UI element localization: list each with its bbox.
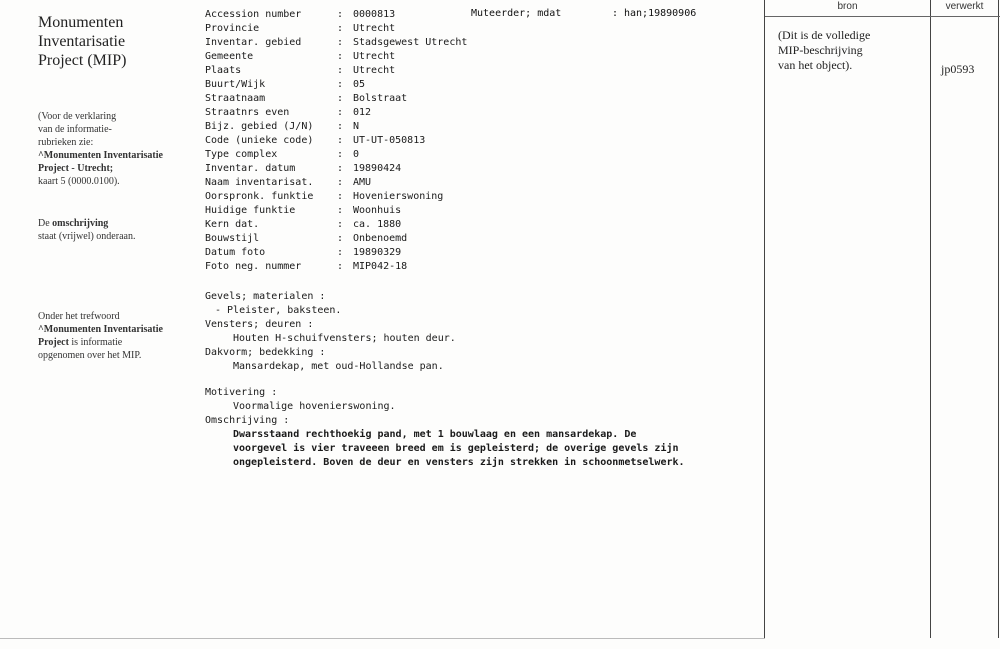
record-row	[205, 260, 765, 274]
omschrijving-line: Dwarsstaand rechthoekig pand, met 1 bouwlaag en een mansardekap. De	[233, 429, 637, 440]
gevels-value: - Pleister, baksteen.	[215, 305, 342, 316]
record-row	[205, 22, 765, 36]
field-value: Woonhuis	[353, 205, 402, 216]
record-row	[205, 134, 765, 148]
field-label: Huidige funktie	[205, 205, 296, 216]
field-value: N	[353, 121, 360, 132]
bron-line: MIP-beschrijving	[778, 43, 863, 57]
field-label: Inventar. datum	[205, 163, 296, 174]
note-line: opgenomen over het MIP.	[38, 350, 142, 361]
vensters-label: Vensters; deuren :	[205, 319, 314, 330]
field-separator: :	[337, 247, 344, 258]
field-value: MIP042-18	[353, 261, 408, 272]
field-label: Provincie	[205, 23, 260, 34]
field-separator: :	[337, 149, 344, 160]
record-row	[205, 64, 765, 78]
note-bold-line: ^Monumenten Inventarisatie	[38, 150, 163, 161]
field-separator: :	[337, 93, 344, 104]
gevels-label: Gevels; materialen :	[205, 291, 326, 302]
bron-header: bron	[837, 1, 858, 12]
field-label: Gemeente	[205, 51, 254, 62]
bron-line: (Dit is de volledige	[778, 28, 871, 42]
field-value: Hovenierswoning	[353, 191, 444, 202]
note-line: staat (vrijwel) onderaan.	[38, 231, 136, 242]
bron-cell	[778, 28, 928, 73]
dakvorm-label: Dakvorm; bedekking :	[205, 347, 326, 358]
field-separator: :	[337, 121, 344, 132]
field-label: Inventar. gebied	[205, 37, 302, 48]
note-line: kaart 5 (0000.0100).	[38, 176, 120, 187]
dakvorm-value: Mansardekap, met oud-Hollandse pan.	[233, 361, 444, 372]
field-label: Type complex	[205, 149, 278, 160]
field-separator: :	[337, 65, 344, 76]
field-separator: :	[337, 51, 344, 62]
field-label: Naam inventarisat.	[205, 177, 314, 188]
field-separator: :	[337, 9, 344, 20]
field-separator: :	[337, 205, 344, 216]
field-separator: :	[337, 261, 344, 272]
field-separator: :	[337, 219, 344, 230]
record-row	[205, 92, 765, 106]
record-row	[205, 162, 765, 176]
omschrijving-line: voorgevel is vier traveeen breed em is gepleisterd; de overige gevels zijn	[233, 443, 679, 454]
field-value: 0	[353, 149, 360, 160]
field-value: Onbenoemd	[353, 233, 408, 244]
field-value: Utrecht	[353, 51, 396, 62]
note-line: van de informatie-	[38, 124, 112, 135]
field-separator: :	[337, 37, 344, 48]
note-text: is informatie	[68, 337, 123, 348]
field-value: UT-UT-050813	[353, 135, 426, 146]
field-label: Bouwstijl	[205, 233, 260, 244]
table-divider-right	[998, 0, 999, 638]
record-row	[205, 204, 765, 218]
field-label: Datum foto	[205, 247, 266, 258]
note-text: De	[38, 218, 53, 229]
field-value: Utrecht	[353, 23, 396, 34]
field-label: Straatnaam	[205, 93, 266, 104]
table-header-rule	[765, 16, 1000, 17]
table-divider-middle	[930, 0, 931, 638]
verwerkt-cell: jp0593	[941, 62, 975, 76]
field-value: ca. 1880	[353, 219, 402, 230]
muteerder-label: Muteerder; mdat	[471, 8, 562, 19]
field-label: Accession number	[205, 9, 302, 20]
field-value: 0000813	[353, 9, 396, 20]
field-separator: :	[337, 233, 344, 244]
field-value: 05	[353, 79, 366, 90]
field-label: Plaats	[205, 65, 242, 76]
field-value: Utrecht	[353, 65, 396, 76]
mip-title-line: Monumenten	[38, 14, 124, 31]
record-row	[205, 190, 765, 204]
omschrijving-line: ongepleisterd. Boven de deur en vensters zijn strekken in schoonmetselwerk.	[233, 457, 685, 468]
field-value: AMU	[353, 177, 372, 188]
vensters-value: Houten H-schuifvensters; houten deur.	[233, 333, 456, 344]
field-label: Oorspronk. funktie	[205, 191, 314, 202]
record-fields	[205, 8, 765, 274]
field-separator: :	[337, 107, 344, 118]
bron-line: van het object).	[778, 58, 853, 72]
record-row	[205, 176, 765, 190]
record-row	[205, 232, 765, 246]
note-bold-line: Project - Utrecht;	[38, 163, 114, 174]
motivering-section	[205, 386, 775, 470]
record-row	[205, 120, 765, 134]
field-value: Stadsgewest Utrecht	[353, 37, 468, 48]
field-separator: :	[337, 191, 344, 202]
field-separator: :	[337, 177, 344, 188]
field-value: 19890329	[353, 247, 402, 258]
details-section	[205, 290, 775, 374]
record-row	[205, 246, 765, 260]
note-line: rubrieken zie:	[38, 137, 94, 148]
field-separator: :	[337, 163, 344, 174]
record-row	[205, 50, 765, 64]
field-label: Foto neg. nummer	[205, 261, 302, 272]
field-separator: :	[337, 135, 344, 146]
mip-title	[38, 13, 188, 70]
field-value: 19890424	[353, 163, 402, 174]
keyword-note	[38, 310, 198, 362]
page-bottom-rule	[0, 638, 765, 639]
description-note	[38, 217, 198, 243]
table-divider-left	[764, 0, 765, 638]
explanation-note	[38, 110, 198, 188]
record-row	[205, 218, 765, 232]
muteerder-separator: :	[612, 8, 619, 19]
record-row	[205, 106, 765, 120]
muteerder-value: han;19890906	[624, 8, 697, 19]
mip-title-line: Inventarisatie	[38, 33, 126, 50]
field-label: Straatnrs even	[205, 107, 290, 118]
field-separator: :	[337, 23, 344, 34]
field-value: 012	[353, 107, 372, 118]
note-line: (Voor de verklaring	[38, 111, 117, 122]
record-row	[205, 148, 765, 162]
field-label: Code (unieke code)	[205, 135, 314, 146]
record-row	[205, 78, 765, 92]
note-bold: omschrijving	[52, 218, 109, 229]
omschrijving-label: Omschrijving :	[205, 415, 290, 426]
field-separator: :	[337, 79, 344, 90]
field-label: Kern dat.	[205, 219, 260, 230]
field-label: Bijz. gebied (J/N)	[205, 121, 314, 132]
mip-title-line: Project (MIP)	[38, 52, 127, 69]
field-value: Bolstraat	[353, 93, 408, 104]
field-label: Buurt/Wijk	[205, 79, 266, 90]
record-row	[205, 8, 765, 22]
motivering-label: Motivering :	[205, 387, 278, 398]
note-bold: Project	[38, 337, 69, 348]
note-line: Onder het trefwoord	[38, 311, 120, 322]
note-bold-line: ^Monumenten Inventarisatie	[38, 324, 163, 335]
record-row	[205, 36, 765, 50]
verwerkt-header: verwerkt	[945, 1, 984, 12]
motivering-value: Voormalige hovenierswoning.	[233, 401, 396, 412]
